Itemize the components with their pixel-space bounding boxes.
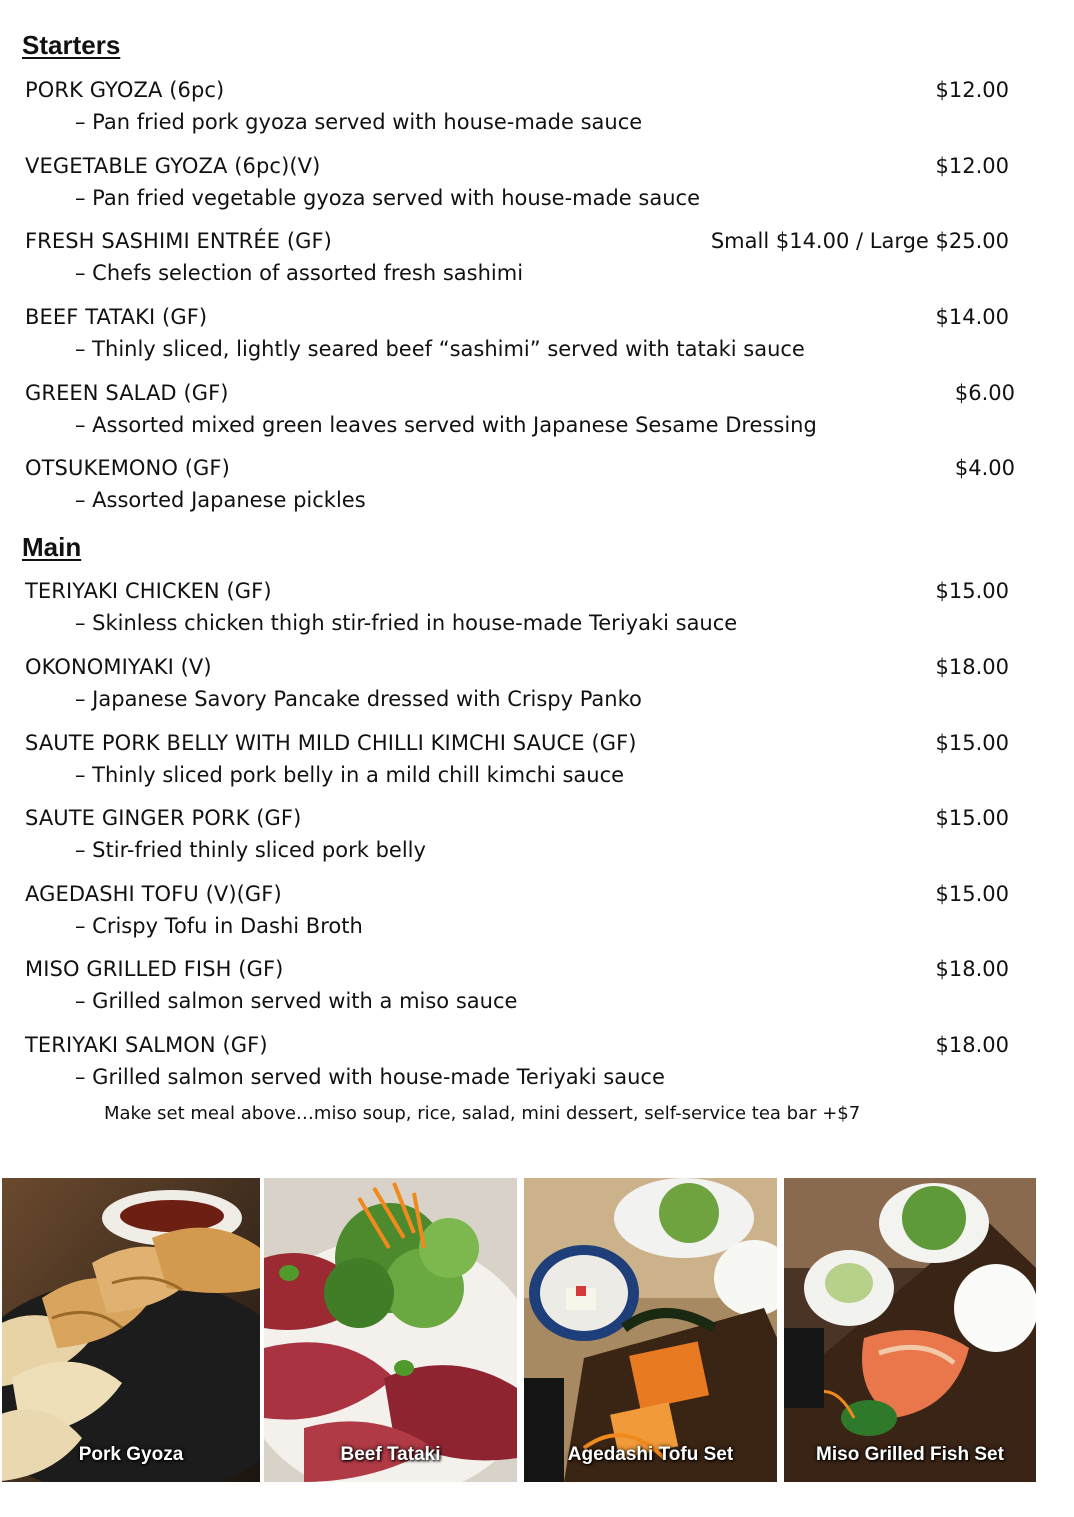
menu-item-green-salad [25, 381, 1015, 437]
item-description: – Skinless chicken thigh stir-fried in house-made Teriyaki sauce [75, 611, 738, 635]
item-name: OKONOMIYAKI (V) [25, 655, 212, 679]
photo-agedashi-tofu-set [524, 1178, 777, 1482]
menu-item-saute-pork-belly [25, 731, 1015, 787]
item-price: $15.00 [935, 882, 1009, 906]
item-price: $4.00 [954, 456, 1015, 480]
item-price: Small $14.00 / Large $25.00 [710, 229, 1009, 253]
beef-tataki-image [264, 1178, 517, 1482]
item-description: – Japanese Savory Pancake dressed with Crispy Panko [75, 687, 642, 711]
menu-item-fresh-sashimi [25, 229, 1015, 285]
item-description: – Pan fried vegetable gyoza served with house-made sauce [75, 186, 700, 210]
item-price: $18.00 [935, 1033, 1009, 1057]
item-price: $15.00 [935, 579, 1009, 603]
menu-item-pork-gyoza [25, 78, 1015, 134]
item-name: SAUTE GINGER PORK (GF) [25, 806, 302, 830]
menu-item-saute-ginger-pork [25, 806, 1015, 862]
miso-grilled-fish-image [784, 1178, 1036, 1482]
menu-item-teriyaki-chicken [25, 579, 1015, 635]
item-description: – Assorted mixed green leaves served with Japanese Sesame Dressing [75, 413, 817, 437]
menu-item-teriyaki-salmon [25, 1033, 1015, 1089]
item-price: $15.00 [935, 731, 1009, 755]
item-name: OTSUKEMONO (GF) [25, 456, 230, 480]
agedashi-tofu-image [524, 1178, 777, 1482]
menu-item-vegetable-gyoza [25, 154, 1015, 210]
menu-item-otsukemono [25, 456, 1015, 512]
item-name: TERIYAKI CHICKEN (GF) [25, 579, 272, 603]
item-description: – Assorted Japanese pickles [75, 488, 366, 512]
pork-gyoza-image [2, 1178, 260, 1482]
item-price: $12.00 [935, 78, 1009, 102]
item-price: $18.00 [935, 655, 1009, 679]
item-price: $18.00 [935, 957, 1009, 981]
photo-beef-tataki [264, 1178, 517, 1482]
item-description: – Stir-fried thinly sliced pork belly [75, 838, 426, 862]
main-heading: Main [22, 532, 82, 562]
menu-item-okonomiyaki [25, 655, 1015, 711]
item-description: – Thinly sliced pork belly in a mild chill kimchi sauce [75, 763, 625, 787]
item-description: – Thinly sliced, lightly seared beef “sashimi” served with tataki sauce [75, 337, 805, 361]
item-name: VEGETABLE GYOZA (6pc)(V) [25, 154, 321, 178]
item-name: GREEN SALAD (GF) [25, 381, 229, 405]
set-meal-note: Make set meal above…miso soup, rice, salad, mini dessert, self-service tea bar +$7 [104, 1103, 861, 1124]
item-description: – Chefs selection of assorted fresh sashimi [75, 261, 524, 285]
starters-heading: Starters [22, 30, 121, 60]
item-name: FRESH SASHIMI ENTRÉE (GF) [25, 229, 332, 253]
item-name: MISO GRILLED FISH (GF) [25, 957, 284, 981]
photo-caption: Beef Tataki [340, 1444, 441, 1465]
item-price: $12.00 [935, 154, 1009, 178]
item-price: $6.00 [954, 381, 1015, 405]
photo-caption: Pork Gyoza [78, 1444, 184, 1465]
menu-item-beef-tataki [25, 305, 1015, 361]
item-price: $14.00 [935, 305, 1009, 329]
photo-miso-grilled-fish-set [784, 1178, 1036, 1482]
photo-caption: Miso Grilled Fish Set [816, 1444, 1004, 1465]
item-description: – Grilled salmon served with a miso sauce [75, 989, 518, 1013]
item-name: PORK GYOZA (6pc) [25, 78, 225, 102]
item-price: $15.00 [935, 806, 1009, 830]
photo-caption: Agedashi Tofu Set [567, 1444, 734, 1465]
item-name: BEEF TATAKI (GF) [25, 305, 208, 329]
menu-item-miso-grilled-fish [25, 957, 1015, 1013]
menu-item-agedashi-tofu [25, 882, 1015, 938]
item-description: – Pan fried pork gyoza served with house-made sauce [75, 110, 643, 134]
item-description: – Crispy Tofu in Dashi Broth [75, 914, 363, 938]
item-name: SAUTE PORK BELLY WITH MILD CHILLI KIMCHI SAUCE (GF) [25, 731, 637, 755]
item-description: – Grilled salmon served with house-made Teriyaki sauce [75, 1065, 665, 1089]
item-name: AGEDASHI TOFU (V)(GF) [25, 882, 282, 906]
photo-pork-gyoza [2, 1178, 260, 1482]
item-name: TERIYAKI SALMON (GF) [25, 1033, 268, 1057]
